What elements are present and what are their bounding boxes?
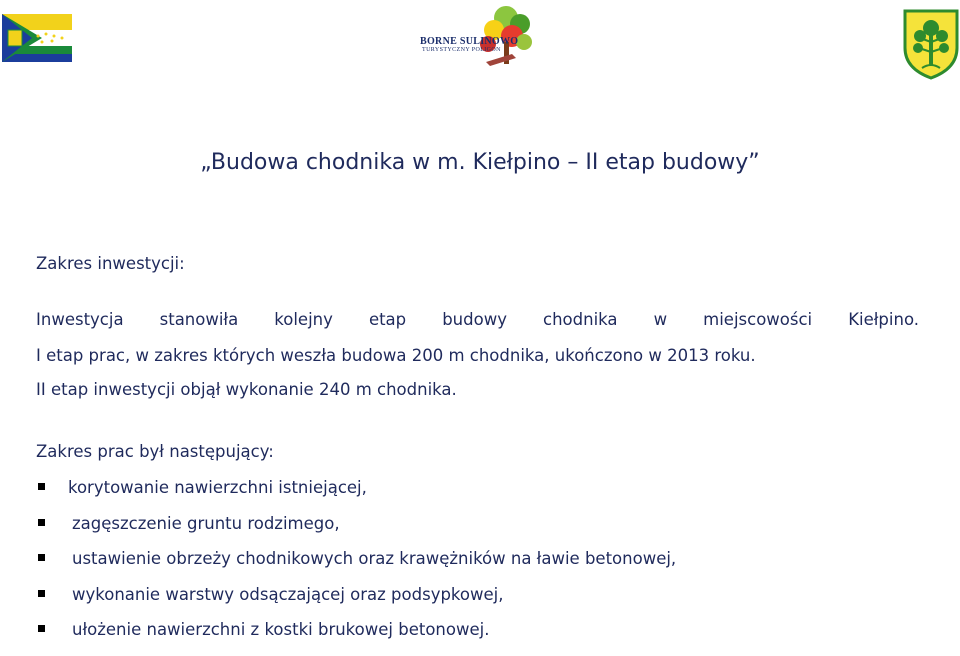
page-title: „Budowa chodnika w m. Kiełpino – II etap budowy” — [200, 150, 760, 175]
municipality-flag-icon — [2, 14, 72, 62]
square-bullet-icon — [38, 625, 45, 632]
scope-heading: Zakres prac był następujący: — [36, 442, 274, 461]
square-bullet-icon — [38, 483, 45, 490]
intro-word: etap — [368, 310, 407, 329]
logo-title: BORNE SULINOWO — [420, 36, 519, 47]
section-heading: Zakres inwestycji: — [36, 254, 185, 273]
intro-word: kolejny — [274, 310, 333, 329]
square-bullet-icon — [38, 519, 45, 526]
coat-of-arms-icon — [902, 8, 960, 80]
list-item-text: ułożenie nawierzchni z kostki brukowej betonowej. — [72, 620, 490, 639]
intro-line-1 — [36, 310, 919, 329]
list-item-text: ustawienie obrzeży chodnikowych oraz krawężników na ławie betonowej, — [72, 549, 677, 568]
intro-word: Kiełpino. — [848, 310, 919, 329]
intro-word: Inwestycja — [36, 310, 124, 329]
intro-word: w — [653, 310, 668, 329]
logo-subtitle: TURYSTYCZNY POLIGON — [422, 47, 501, 53]
intro-line-3: II etap inwestycji objął wykonanie 240 m chodnika. — [36, 380, 457, 399]
square-bullet-icon — [38, 554, 45, 561]
intro-word: budowy — [442, 310, 507, 329]
intro-line-2: I etap prac, w zakres których weszła budowa 200 m chodnika, ukończono w 2013 roku. — [36, 346, 756, 365]
list-item-text: wykonanie warstwy odsączającej oraz podsypkowej, — [72, 584, 504, 604]
list-item-text: korytowanie nawierzchni istniejącej, — [68, 478, 367, 497]
intro-word: stanowiła — [159, 310, 239, 329]
borne-sulinowo-logo — [416, 2, 542, 68]
intro-word: chodnika — [543, 310, 618, 329]
intro-word: miejscowości — [703, 310, 813, 329]
square-bullet-icon — [38, 590, 45, 597]
tree-logo-icon — [416, 2, 542, 68]
list-item-text: zagęszczenie gruntu rodzimego, — [72, 513, 340, 533]
